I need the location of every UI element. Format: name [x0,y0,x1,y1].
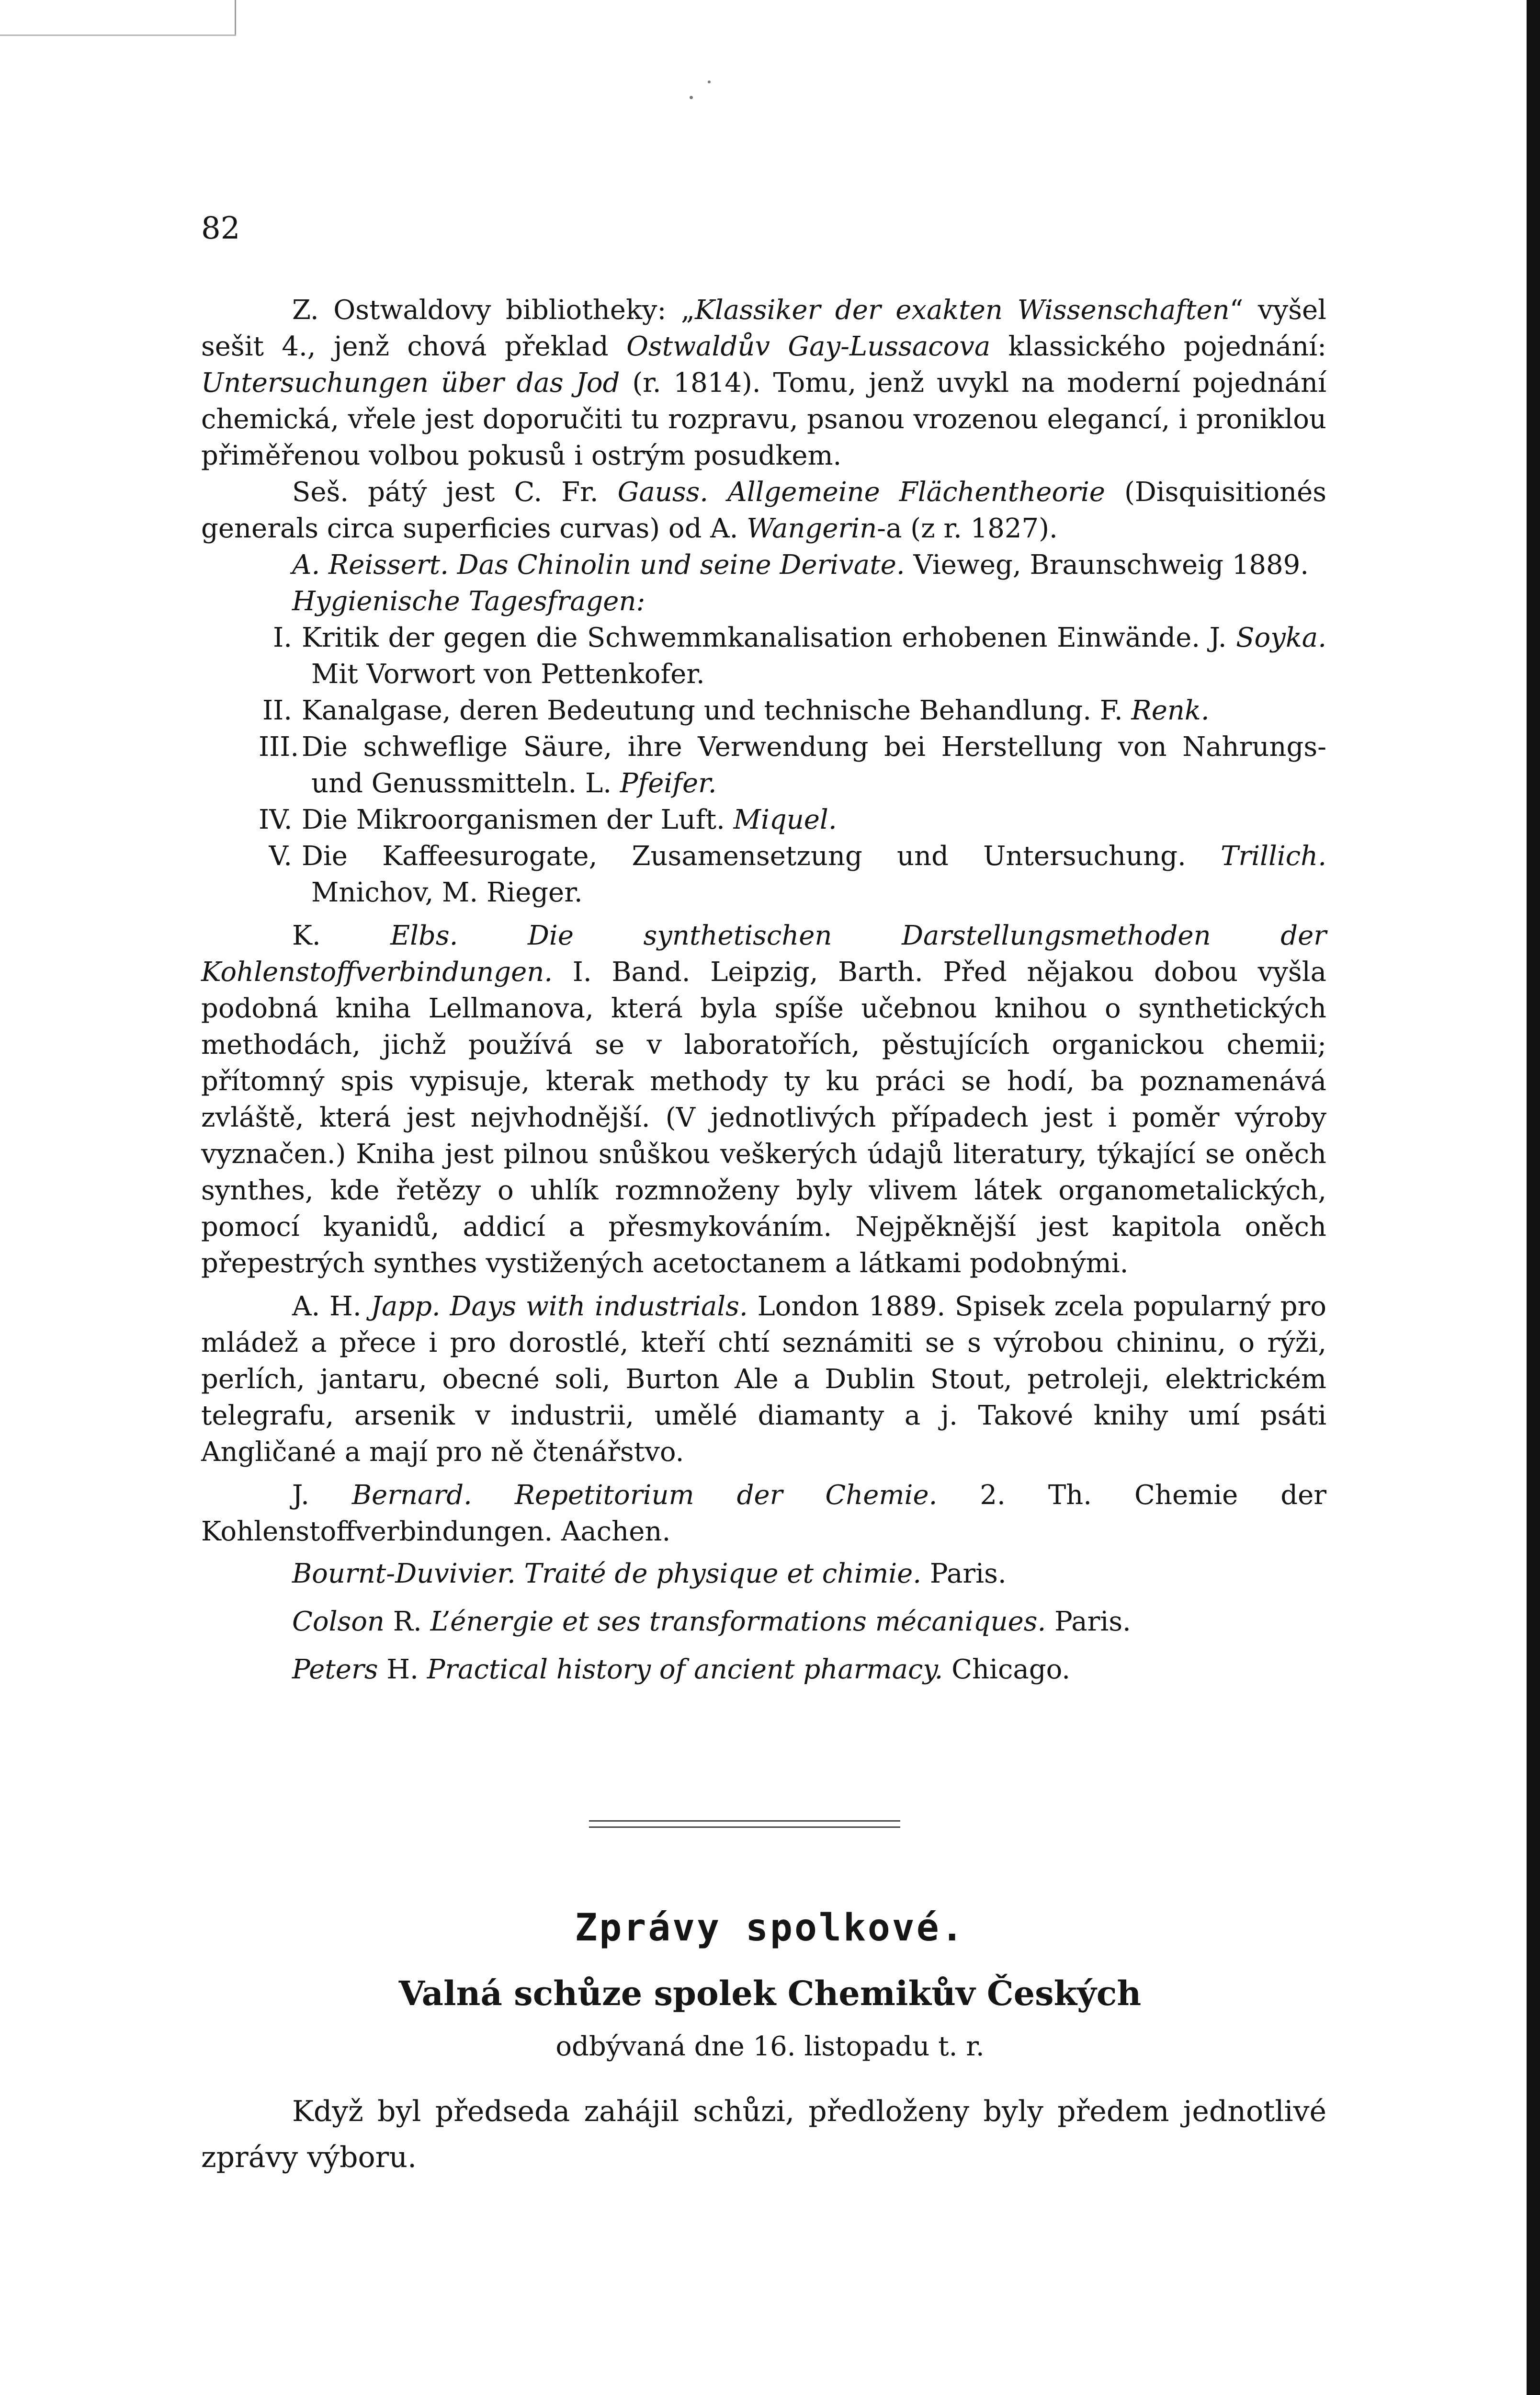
book-title: Klassiker der exakten Wissenschaften [694,295,1230,326]
list-item [201,838,1326,911]
page-number: 82 [201,211,240,246]
text-span: Seš. pátý jest C. Fr. [292,477,618,508]
book-title: Bernard. Repetitorium der Chemie. [351,1480,938,1511]
list-number: III. [259,731,299,763]
book-title: Untersuchungen über das Jod [201,367,620,399]
scan-speck [708,80,711,83]
list-item [201,802,1326,838]
bibliography-entry [201,1550,1326,1598]
text-span: (Disquisitionés generals circa superficies curvas) od A. [201,477,1326,544]
text-span: K. [292,920,391,951]
list-number: II. [262,695,292,726]
author-name: Miquel. [733,804,837,835]
text-span: R. [385,1606,430,1637]
meeting-heading: Valná schůze spolek Chemikův Českých [398,1973,1142,2013]
text-span: A. H. [292,1291,371,1322]
text-span: (r. 1814). Tomu, jenž uvykl na moderní pojednání chemická, vřele jest doporučiti tu rozpravu, psanou vrozenou elegancí, i proniklou přiměřenou volbou pokusů i ostrým posudkem. [201,367,1326,471]
text-span: London 1889. Spisek zcela popularný pro mládež a přece i pro dorostlé, kteří chtí seznámiti se s výrobou chininu, o rýži, perlích, jantaru, obecné soli, Burton Ale a Dublin Stout, petroleji, elektrickém telegrafu, arsenik v industrii, umělé diamanty a j. Takové knihy umí psáti Angličané a mají pro ně čtenářstvo. [201,1291,1326,1468]
scan-crease [0,34,236,36]
list-item [201,729,1326,802]
text-span: Die Mikroorganismen der Luft. [302,804,734,835]
book-title: Practical history of ancient pharmacy. [427,1654,943,1685]
paragraph-bernard [201,1477,1326,1550]
text-span: 2. Th. Chemie der Kohlenstoffverbindungen. Aachen. [201,1480,1327,1547]
paragraph-elbs [201,918,1326,1282]
section-heading: Zprávy spolkové. [575,1906,965,1950]
scan-crease [235,0,236,36]
list-item [201,620,1326,693]
scan-speck [690,96,693,99]
book-title: L’énergie et ses transformations mécaniques. [430,1606,1046,1637]
text-span: Paris. [1046,1606,1131,1637]
text-span: “ vyšel sešit 4., jenž chová překlad [201,295,1326,362]
text-span: Die schweflige Säure, ihre Verwendung bei Herstellung von Nahrungs- und Genussmitteln. L. [302,731,1326,799]
list-number: V. [269,841,292,872]
text-span: Mit Vorwort von Pettenkofer. [311,659,705,690]
text-span: Z. Ostwaldovy bibliotheky: „ [292,295,695,326]
bibliography-entry [201,1598,1326,1646]
book-title: Japp. Days with industrials. [371,1291,748,1322]
author-name: Trillich. [1221,841,1326,872]
text-span: H. [378,1654,427,1685]
author-name: Pfeifer. [620,768,717,799]
page-body [201,292,1326,1694]
text-span: Vieweg, Braunschweig 1889. [905,549,1309,581]
book-title: Ostwaldův Gay-Lussacova [626,331,991,362]
meeting-date: odbývaná dne 16. listopadu t. r. [555,2031,985,2062]
text-span: J. [292,1480,352,1511]
book-title: Bournt-Duvivier. Traité de physique et chimie. [292,1558,922,1589]
text-span: -a (z r. 1827). [877,513,1058,544]
text-span: Kritik der gegen die Schwemmkanalisation erhobenen Einwände. J. [302,622,1236,653]
paragraph-gauss [201,474,1326,547]
author-name: Renk. [1131,695,1210,726]
paragraph-japp [201,1289,1326,1471]
text-span: Chicago. [943,1654,1071,1685]
text-span: Paris. [921,1558,1007,1589]
book-title: A. Reissert. Das Chinolin und seine Derivate. [292,549,905,581]
text-span: klassického pojednání: [990,331,1327,362]
list-number: IV. [259,804,293,835]
text-span: Kanalgase, deren Bedeutung und technische Behandlung. F. [302,695,1132,726]
book-title: Gauss. Allgemeine Flächentheorie [617,477,1105,508]
author-name: Wangerin [747,513,877,544]
author-name: Colson [292,1606,385,1637]
list-number: I. [273,622,292,653]
list-item [201,693,1326,729]
hygiene-heading: Hygienische Tagesfragen: [292,586,645,617]
author-name: Peters [292,1654,378,1685]
book-title: Elbs. Die synthetischen Darstellungsmethoden der Kohlenstoffverbindungen. [201,920,1326,988]
paragraph-reissert [201,547,1326,583]
text-span: I. Band. Leipzig, Barth. Před nějakou dobou vyšla podobná kniha Lellmanova, která byla spíše učebnou knihou o synthetických methodách, jichž používá se v laboratořích, pěstujících organickou chemii; přítomný spis vypisuje, kterak methody ty ku práci se hodí, ba poznamenává zvláště, která jest nejvhodnější. (V jednotlivých případech jest i poměr výroby vyznačen.) Kniha jest pilnou snůškou veškerých údajů literatury, týkající se oněch synthes, kde řetězy o uhlík rozmnoženy byly vlivem látek organometalických, pomocí kyanidů, addicí a přesmykováním. Nejpěknější jest kapitola oněch přepestrých synthes vystižených acetoctanem a látkami podobnými. [201,957,1326,1279]
author-name: Soyka. [1236,622,1326,653]
paragraph-meeting: Když byl předseda zahájil schůzi, předloženy byly předem jednotlivé zprávy výboru. [201,2095,1326,2174]
section-divider [589,1820,900,1828]
paragraph-ostwald [201,292,1326,474]
text-span: Mnichov, M. Rieger. [311,877,583,908]
bibliography-entry [201,1646,1326,1694]
text-span: Die Kaffeesurogate, Zusamensetzung und Untersuchung. [302,841,1221,872]
